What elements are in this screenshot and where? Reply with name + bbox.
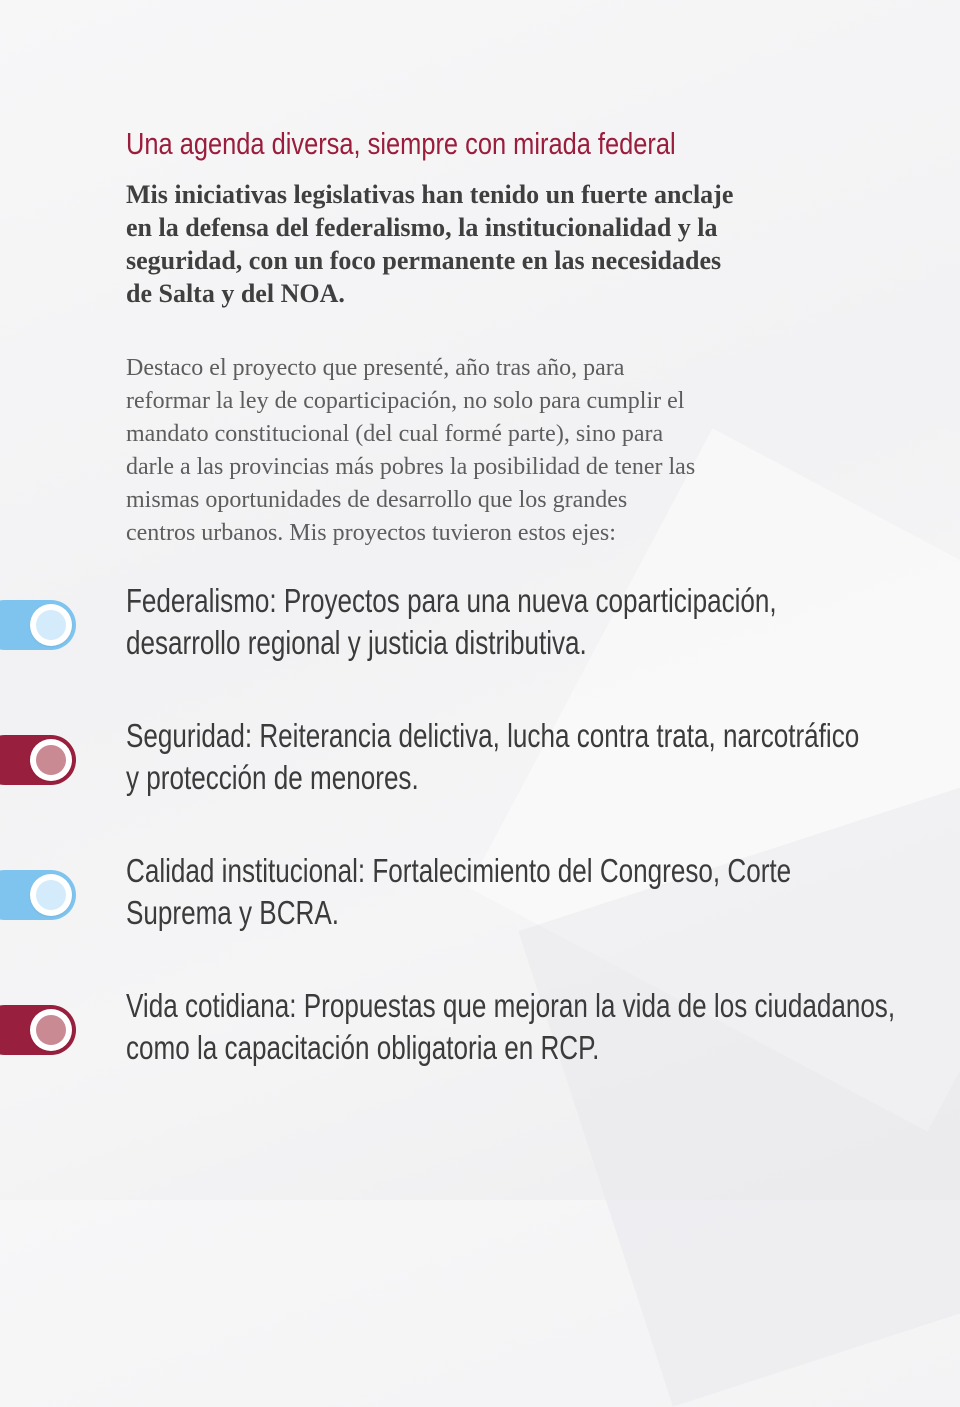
axis-line: Vida cotidiana: Propuestas que mejoran la vida de los ciudadanos, (126, 987, 896, 1024)
toggle-knob (30, 1009, 72, 1051)
intro-line: Mis iniciativas legislativas han tenido un fuerte anclaje (126, 180, 734, 209)
body-line: centros urbanos. Mis proyectos tuvieron estos ejes: (126, 520, 616, 546)
axes-list (0, 580, 960, 1120)
axis-line: como la capacitación obligatoria en RCP. (126, 1029, 600, 1066)
axis-text (126, 985, 896, 1069)
axis-line: Calidad institucional: Fortalecimiento del Congreso, Corte (126, 852, 792, 889)
toggle-knob (30, 874, 72, 916)
toggle-knob-center (36, 745, 66, 775)
axis-text (126, 580, 777, 664)
toggle-knob-center (36, 880, 66, 910)
toggle-knob (30, 739, 72, 781)
toggle-knob-center (36, 1015, 66, 1045)
body-line: mismas oportunidades de desarrollo que los grandes (126, 487, 628, 513)
axis-item-federalismo (0, 580, 960, 715)
toggle-switch-icon (0, 735, 76, 785)
main-content (126, 120, 846, 550)
toggle-knob (30, 604, 72, 646)
axis-item-seguridad (0, 715, 960, 850)
toggle-switch-icon (0, 1005, 76, 1055)
toggle-switch-icon (0, 870, 76, 920)
toggle-knob-center (36, 610, 66, 640)
page-title: Una agenda diversa, siempre con mirada federal (126, 126, 676, 161)
body-line: Destaco el proyecto que presenté, año tras año, para (126, 355, 625, 381)
body-line: reformar la ley de coparticipación, no solo para cumplir el (126, 388, 685, 414)
axis-text (126, 850, 792, 934)
axis-line: y protección de menores. (126, 759, 419, 796)
axis-line: Seguridad: Reiterancia delictiva, lucha contra trata, narcotráfico (126, 717, 860, 754)
body-line: mandato constitucional (del cual formé parte), sino para (126, 421, 664, 447)
intro-paragraph (126, 178, 826, 310)
axis-line: desarrollo regional y justicia distributiva. (126, 624, 587, 661)
axis-item-vida-cotidiana (0, 985, 960, 1120)
intro-line: en la defensa del federalismo, la institucionalidad y la (126, 213, 718, 242)
body-paragraph (126, 352, 846, 550)
intro-line: de Salta y del NOA. (126, 279, 345, 308)
axis-line: Suprema y BCRA. (126, 894, 339, 931)
intro-line: seguridad, con un foco permanente en las necesidades (126, 246, 722, 275)
axis-text (126, 715, 860, 799)
body-line: darle a las provincias más pobres la posibilidad de tener las (126, 454, 696, 480)
axis-item-calidad-institucional (0, 850, 960, 985)
toggle-switch-icon (0, 600, 76, 650)
axis-line: Federalismo: Proyectos para una nueva coparticipación, (126, 582, 777, 619)
